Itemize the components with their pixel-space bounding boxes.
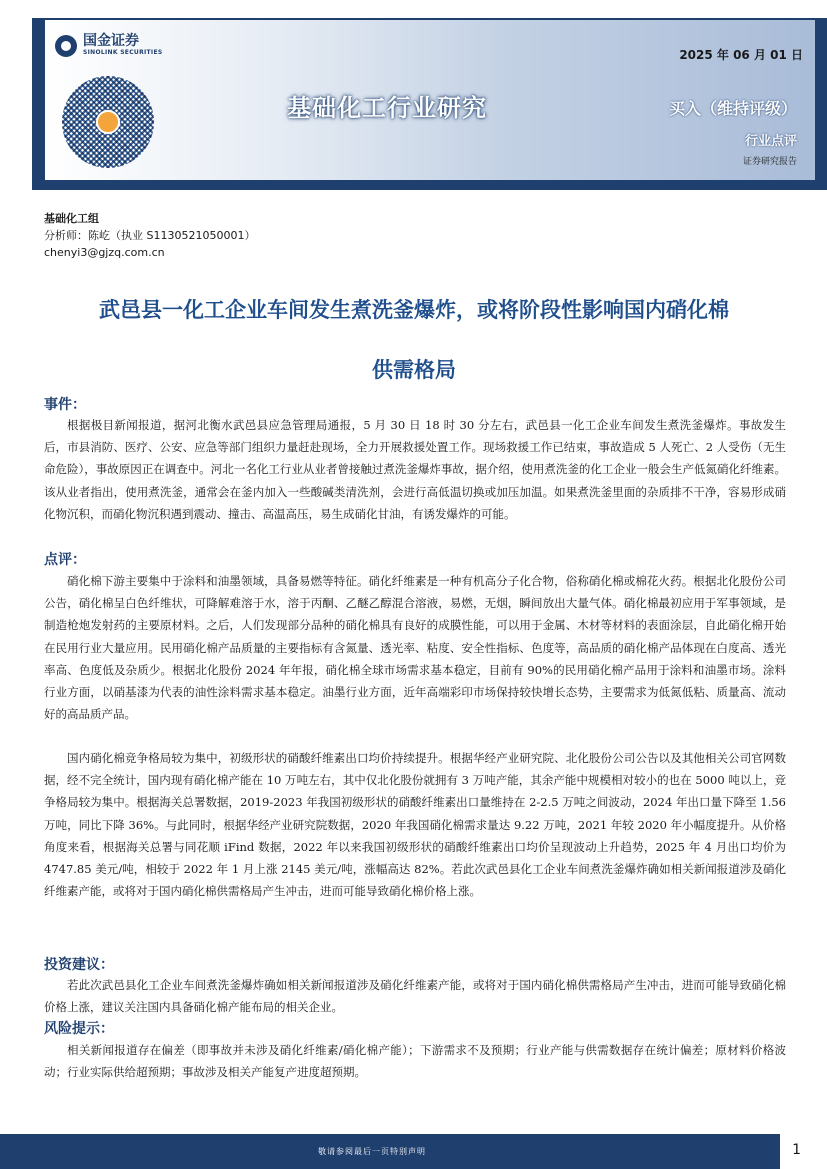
section-heading-event: 事件：	[44, 397, 86, 413]
brand-name-en: SINOLINK SECURITIES	[83, 49, 163, 56]
page-title-line1: 武邑县一化工企业车间发生煮洗釜爆炸，或将阶段性影响国内硝化棉	[99, 298, 729, 322]
analyst-name: 分析师：陈屹（执业 S1130521050001）	[44, 229, 256, 242]
analyst-email[interactable]: chenyi3@gjzq.com.cn	[44, 246, 165, 259]
section-heading-comment: 点评：	[44, 552, 86, 568]
comment-paragraph-2: 国内硝化棉竞争格局较为集中，初级形状的硝酸纤维素出口均价持续提升。根据华经产业研究院、北化股份公司公告以及其他相关公司官网数据，经不完全统计，国内现有硝化棉产能在 10 万吨左右，其中仅北化股份就拥有 3 万吨产能，其余产能中规模相对较小的也在 5000 吨以上，竞争格局较为集中。根据海关总署数据，2019-2023 年我国初级形状的硝酸纤维素出口量维持在 2-2.5 万吨之间波动，2024 年出口量下降至 1.56 万吨，同比下降 36%。与此同时，根据华经产业研究院数据，2020 年我国硝化棉需求量达 9.22 万吨，2021 年较 2020 年小幅度提升。从价格角度来看，根据海关总署与同花顺 iFind 数据，2022 年以来我国初级形状的硝酸纤维素出口均价呈现波动上升趋势，2025 年 4 月出口均价为 4747.85 美元/吨，相较于 2022 年 1 月上涨 2145 美元/吨，涨幅高达 82%。若此次武邑县化工企业车间煮洗釜爆炸确如相关新闻报道涉及硝化纤维素产能，或将对于国内硝化棉供需格局产生冲击，进而可能导致硝化棉价格上涨。	[44, 751, 786, 899]
qr-center-logo-icon	[96, 110, 120, 134]
brand-logo	[55, 34, 162, 57]
report-type: 行业点评	[744, 134, 797, 149]
advice-paragraph: 若此次武邑县化工企业车间煮洗釜爆炸确如相关新闻报道涉及硝化纤维素产能，或将对于国内硝化棉供需格局产生冲击，进而可能导致硝化棉价格上涨，建议关注国内具备硝化棉产能布局的相关企业。	[44, 978, 786, 1015]
section-heading-risk: 风险提示：	[44, 1021, 114, 1037]
brand-name-cn: 国金证券	[83, 33, 139, 49]
page-title-line2: 供需格局	[372, 358, 456, 382]
logo-mark-icon	[55, 35, 77, 57]
risk-paragraph: 相关新闻报道存在偏差（即事故并未涉及硝化纤维素/硝化棉产能）；下游需求不及预期；行业产能与供需数据存在统计偏差；原材料价格波动；行业实际供给超预期；事故涉及相关产能复产进度超预期。	[44, 1043, 786, 1080]
report-kind: 证券研究报告	[742, 157, 797, 167]
footer-disclaimer-note: 敬请参阅最后一页特别声明	[318, 1147, 426, 1156]
page-number: 1	[792, 1142, 801, 1158]
page-title	[44, 280, 784, 400]
report-category-title: 基础化工行业研究	[287, 94, 487, 122]
report-date: 2025 年 06 月 01 日	[679, 48, 803, 62]
comment-paragraph-1: 硝化棉下游主要集中于涂料和油墨领域，具备易燃等特征。硝化纤维素是一种有机高分子化合物，俗称硝化棉或棉花火药。根据北化股份公司公告，硝化棉呈白色纤维状，可降解难溶于水，溶于丙酮、乙醚乙醇混合溶液，易燃，无烟，瞬间放出大量气体。硝化棉最初应用于军事领域，是制造枪炮发射药的主要原材料。之后，人们发现部分品种的硝化棉具有良好的成膜性能，可以用于金属、木材等材料的表面涂层，自此硝化棉开始在民用行业大量应用。民用硝化棉产品质量的主要指标有含氮量、透光率、粘度、安全性指标、色度等，高品质的硝化棉产品体现在白度高、透光率高、色度低及杂质少。根据北化股份 2024 年年报，硝化棉全球市场需求基本稳定，目前有 90%的民用硝化棉产品用于涂料和油墨市场。涂料行业方面，以硝基漆为代表的油性涂料需求基本稳定。油墨行业方面，近年高端彩印市场保持较快增长态势，主要需求为低氮低粘、质量高、流动好的高品质产品。	[44, 574, 786, 722]
analyst-info	[44, 210, 255, 261]
section-heading-advice: 投资建议：	[44, 957, 114, 973]
rating-badge: 买入（维持评级）	[668, 99, 797, 118]
analyst-group: 基础化工组	[44, 212, 99, 225]
event-paragraph: 根据极目新闻报道，据河北衡水武邑县应急管理局通报，5 月 30 日 18 时 30 分左右，武邑县一化工企业车间发生煮洗釜爆炸。事故发生后，市县消防、医疗、公安、应急等部门组织力量赶赴现场，全力开展救援处置工作。现场救援工作已结束，事故造成 5 人死亡、2 人受伤（无生命危险），事故原因正在调查中。河北一名化工行业从业者曾接触过煮洗釜爆炸事故，据介绍，使用煮洗釜的化工企业一般会生产低氮硝化纤维素。该从业者指出，使用煮洗釜，通常会在釜内加入一些酸碱类清洗剂，会进行高低温切换或加压加温。如果煮洗釜里面的杂质排不干净，容易形成硝化物沉积，而硝化物沉积遇到震动、撞击、高温高压，易生成硝化甘油，有诱发爆炸的可能。	[44, 418, 786, 521]
